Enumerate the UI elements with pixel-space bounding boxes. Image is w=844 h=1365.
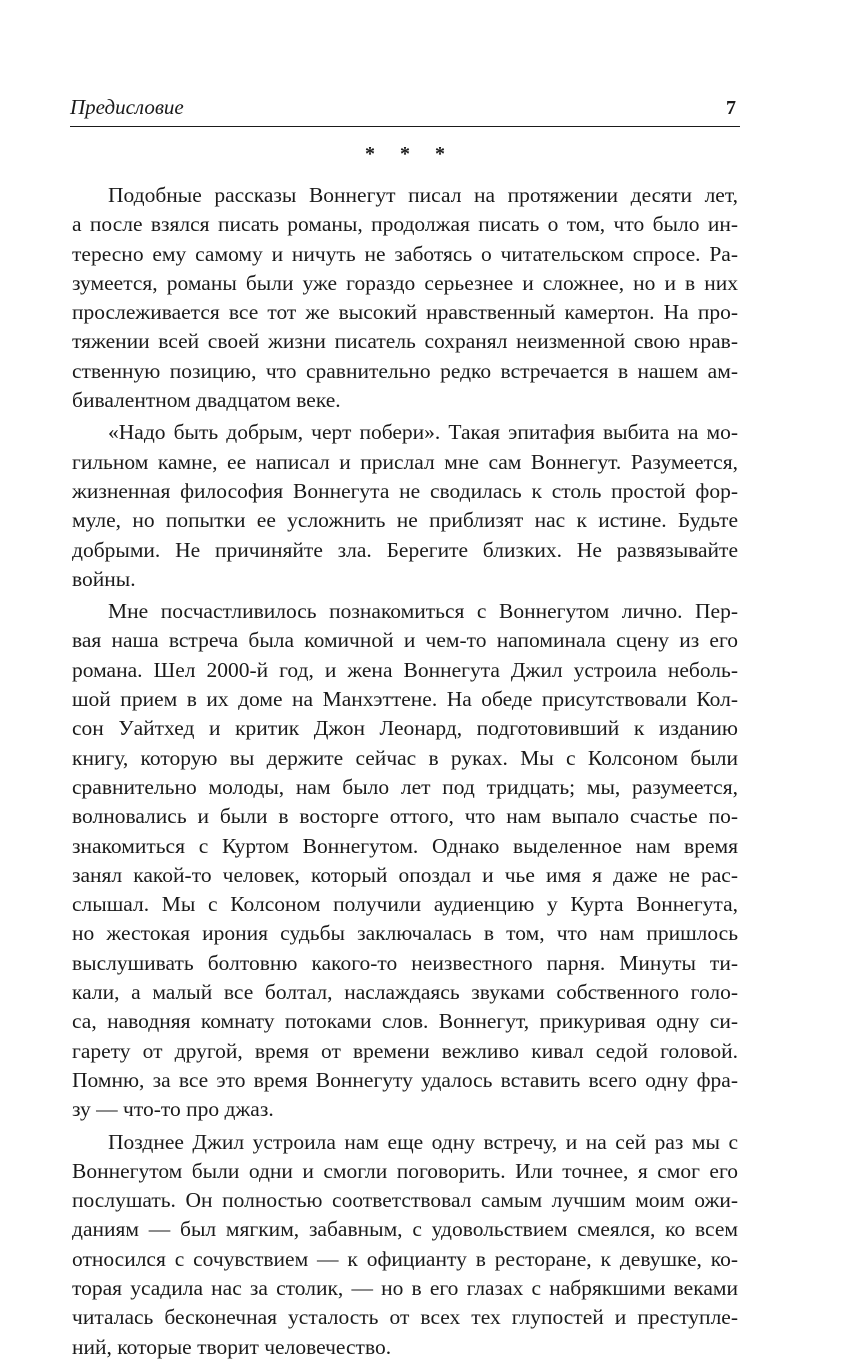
text-line: Подобные рассказы Воннегут писал на протяжении десяти лет, [108, 183, 738, 207]
text-line: гильном камне, ее написал и прислал мне сам Воннегут. Разумеется, [72, 449, 738, 474]
text-line: слышал. Мы с Колсоном получили аудиенцию у Курта Воннегута, [72, 892, 738, 917]
text-line: тяжении всей своей жизни писатель сохранял неизменной свою нрав- [72, 329, 738, 354]
text-line: зу — что-то про джаз. [72, 1097, 274, 1122]
text-line: тересно ему самому и ничуть не заботясь о читательском спросе. Ра- [72, 241, 738, 266]
paragraph-3 [72, 597, 738, 1124]
text-line: Мне посчастливилось познакомиться с Воннегутом лично. Пер- [108, 599, 738, 624]
text-line: выслушивать болтовню какого-то неизвестного парня. Минуты ти- [72, 950, 738, 975]
text-line: кали, а малый все болтал, наслаждаясь звуками собственного голо- [72, 980, 738, 1005]
text-line: са, наводняя комнату потоками слов. Воннегут, прикуривая одну си- [72, 1009, 738, 1034]
text-line: шой прием в их доме на Манхэттене. На обеде присутствовали Кол- [72, 687, 738, 712]
text-line: войны. [72, 566, 136, 591]
text-line: муле, но попытки ее усложнить не приблизят нас к истине. Будьте [72, 508, 738, 533]
running-title: Предисловие [70, 95, 184, 119]
text-line: сравнительно молоды, нам было лет под тридцать; мы, разумеется, [72, 774, 738, 799]
text-line: ственную позицию, что сравнительно редко встречается в нашем ам- [72, 358, 738, 383]
text-line: жизненная философия Воннегута не сводилась к столь простой фор- [72, 478, 738, 503]
paragraph-2 [72, 418, 738, 594]
page-number: 7 [726, 97, 736, 119]
text-line: прослеживается все тот же высокий нравственный камертон. На про- [72, 300, 738, 325]
text-line: добрыми. Не причиняйте зла. Берегите близких. Не развязывайте [72, 537, 738, 562]
text-line: Помню, за все это время Воннегуту удалось вставить всего одну фра- [72, 1067, 738, 1092]
text-line: занял какой-то человек, который опоздал и чье имя я даже не рас- [72, 862, 738, 887]
text-line: гарету от другой, время от времени вежливо кивал седой головой. [72, 1038, 738, 1063]
text-line: волновались и были в восторге оттого, что нам выпало счастье по- [72, 804, 738, 829]
text-line: но жестокая ирония судьбы заключалась в том, что нам пришлось [72, 921, 738, 946]
text-line: торая усадила нас за столик, — но в его глазах с набрякшими веками [72, 1275, 738, 1300]
text-line: книгу, которую вы держите сейчас в руках. Мы с Колсоном были [72, 745, 738, 770]
text-line: послушать. Он полностью соответствовал самым лучшим моим ожи- [72, 1188, 738, 1213]
text-line: ний, которые творит человечество. [72, 1334, 392, 1359]
text-line: Воннегутом были одни и смогли поговорить. Или точнее, я смог его [72, 1158, 738, 1183]
text-line: читалась бесконечная усталость от всех тех глупостей и преступле- [72, 1305, 738, 1330]
section-separator: * * * [365, 143, 455, 165]
text-line: сон Уайтхед и критик Джон Леонард, подготовивший к изданию [72, 716, 738, 741]
paragraph-1 [72, 181, 738, 415]
paragraph-4 [72, 1128, 738, 1362]
text-line: относился с сочувствием — к официанту в ресторане, к девушке, ко- [72, 1246, 738, 1271]
text-line: вая наша встреча была комичной и чем-то напоминала сцену из его [72, 628, 738, 653]
text-line: зумеется, романы были уже гораздо серьезнее и сложнее, но и в них [72, 270, 738, 295]
text-line: бивалентном двадцатом веке. [72, 388, 341, 413]
text-line: даниям — был мягким, забавным, с удовольствием смеялся, ко всем [72, 1217, 738, 1242]
text-line: знакомиться с Куртом Воннегутом. Однако выделенное нам время [72, 833, 738, 858]
running-header [70, 96, 740, 127]
text-line: романа. Шел 2000-й год, и жена Воннегута Джил устроила неболь- [72, 657, 738, 682]
body-text [72, 181, 738, 1365]
text-line: а после взялся писать романы, продолжая писать о том, что было ин- [72, 212, 738, 237]
text-line: Позднее Джил устроила нам еще одну встречу, и на сей раз мы с [108, 1129, 738, 1154]
text-line: «Надо быть добрым, черт побери». Такая эпитафия выбита на мо- [108, 420, 738, 445]
